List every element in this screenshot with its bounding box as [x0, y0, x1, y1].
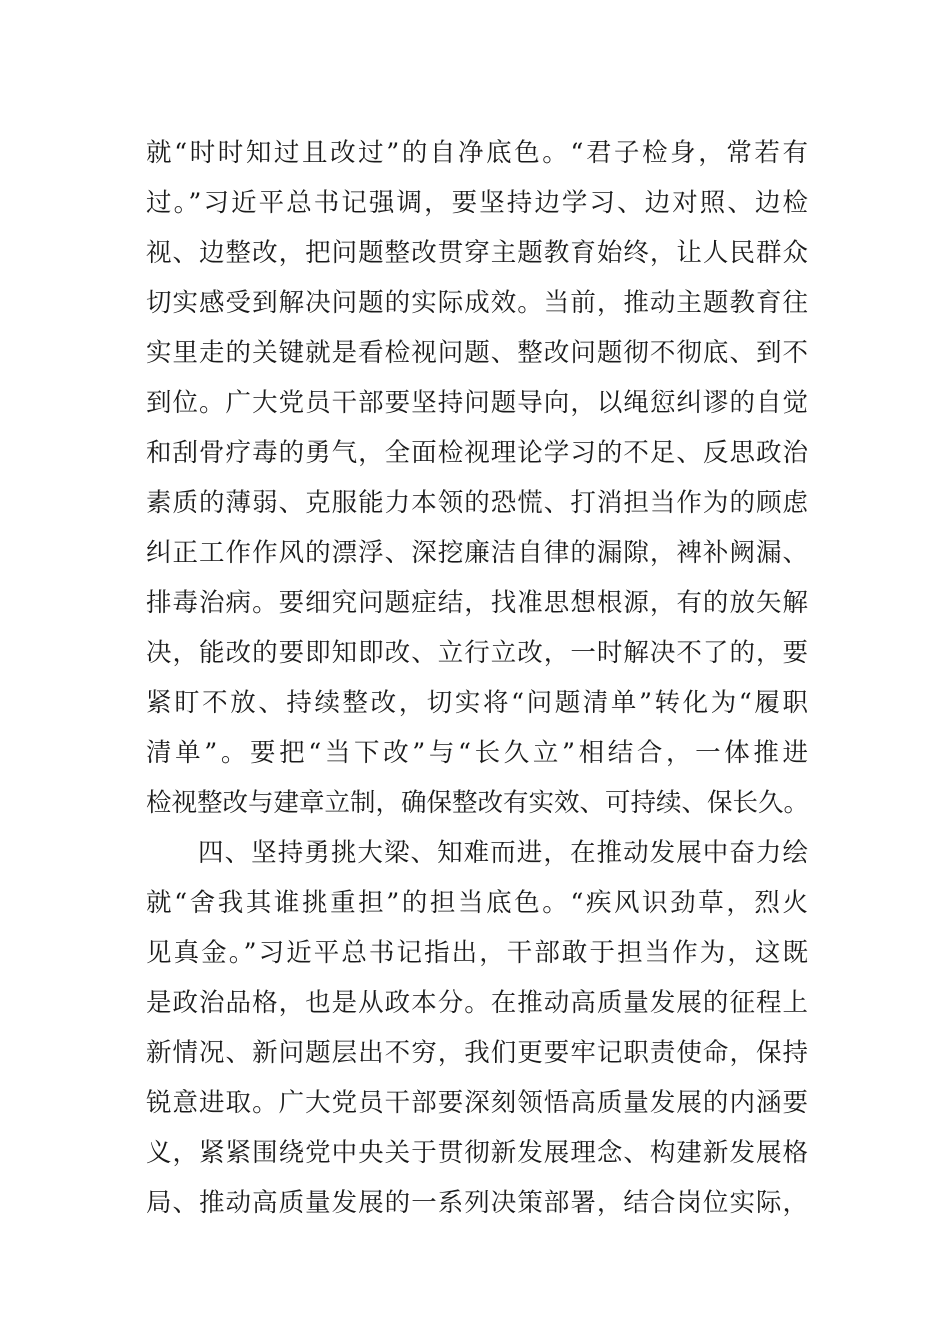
text-line: 决，能改的要即知即改、立行立改，一时解决不了的，要 — [146, 638, 808, 668]
body-text — [146, 128, 808, 1228]
text-line: 视、边整改，把问题整改贯穿主题教育始终，让人民群众 — [146, 238, 808, 268]
text-line: 纠正工作作风的漂浮、深挖廉洁自律的漏隙，裨补阙漏、 — [146, 538, 808, 568]
text-line: 实里走的关键就是看检视问题、整改问题彻不彻底、到不 — [146, 338, 808, 368]
text-line: 到位。广大党员干部要坚持问题导向，以绳愆纠谬的自觉 — [146, 388, 808, 418]
text-line: 局、推动高质量发展的一系列决策部署，结合岗位实际， — [146, 1188, 808, 1218]
text-line: 排毒治病。要细究问题症结，找准思想根源，有的放矢解 — [146, 588, 808, 618]
text-line: 就“舍我其谁挑重担”的担当底色。“疾风识劲草，烈火 — [146, 888, 808, 918]
text-line: 新情况、新问题层出不穷，我们更要牢记职责使命，保持 — [146, 1038, 808, 1068]
section-heading-line: 四、坚持勇挑大梁、知难而进，在推动发展中奋力绘 — [198, 838, 808, 868]
text-line: 切实感受到解决问题的实际成效。当前，推动主题教育往 — [146, 288, 808, 318]
text-line: 检视整改与建章立制，确保整改有实效、可持续、保长久。 — [146, 788, 810, 818]
text-line: 是政治品格，也是从政本分。在推动高质量发展的征程上 — [146, 988, 808, 1018]
text-line: 就“时时知过且改过”的自净底色。“君子检身，常若有 — [146, 138, 808, 168]
text-line: 清单”。要把“当下改”与“长久立”相结合，一体推进 — [146, 738, 808, 768]
text-line: 过。”习近平总书记强调，要坚持边学习、边对照、边检 — [146, 188, 808, 218]
text-line: 见真金。”习近平总书记指出，干部敢于担当作为，这既 — [146, 938, 808, 968]
text-line: 锐意进取。广大党员干部要深刻领悟高质量发展的内涵要 — [146, 1088, 808, 1118]
text-line: 和刮骨疗毒的勇气，全面检视理论学习的不足、反思政治 — [146, 438, 808, 468]
text-line: 义，紧紧围绕党中央关于贯彻新发展理念、构建新发展格 — [146, 1138, 808, 1168]
text-line: 素质的薄弱、克服能力本领的恐慌、打消担当作为的顾虑 — [146, 488, 808, 518]
text-line: 紧盯不放、持续整改，切实将“问题清单”转化为“履职 — [146, 688, 808, 718]
